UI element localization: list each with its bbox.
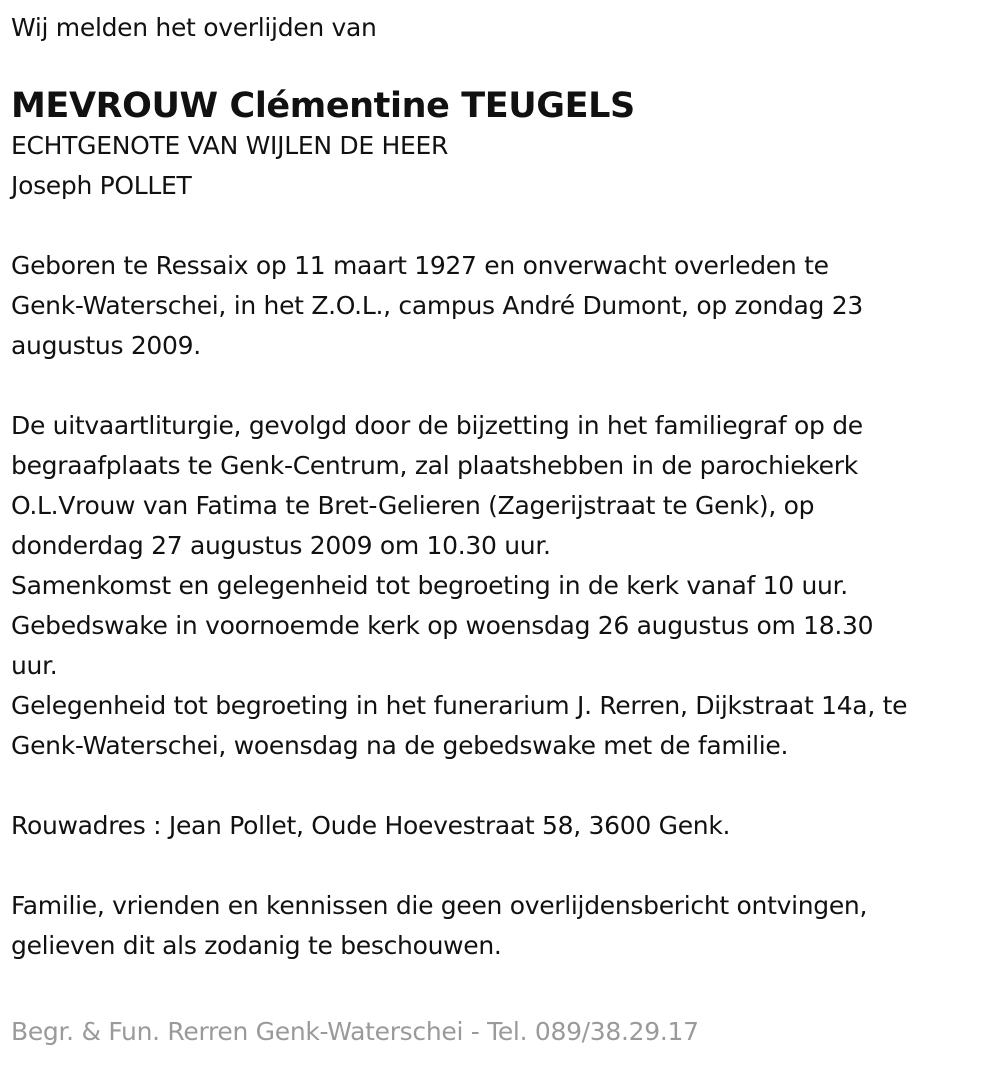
paragraph-line: donderdag 27 augustus 2009 om 10.30 uur. bbox=[11, 531, 551, 560]
spacer bbox=[11, 206, 996, 246]
closing-paragraph bbox=[11, 886, 996, 966]
funeral-home-credit: Begr. & Fun. Rerren Genk-Waterschei - Tel. 089/38.29.17 bbox=[11, 1017, 699, 1046]
spouse-name: Joseph POLLET bbox=[11, 171, 192, 200]
paragraph-line: O.L.Vrouw van Fatima te Bret-Gelieren (Zagerijstraat te Genk), op bbox=[11, 491, 815, 520]
paragraph-line: Genk-Waterschei, in het Z.O.L., campus André Dumont, op zondag 23 bbox=[11, 291, 863, 320]
spacer bbox=[11, 846, 996, 886]
visitation-line: Gelegenheid tot begroeting in het funerarium J. Rerren, Dijkstraat 14a, te bbox=[11, 691, 908, 720]
spacer bbox=[11, 366, 996, 406]
paragraph-line: De uitvaartliturgie, gevolgd door de bijzetting in het familiegraf op de bbox=[11, 411, 863, 440]
paragraph-line: Geboren te Ressaix op 11 maart 1927 en onverwacht overleden te bbox=[11, 251, 829, 280]
deceased-name: MEVROUW Clémentine TEUGELS bbox=[11, 86, 635, 126]
spacer bbox=[11, 766, 996, 806]
wake-line: Gebedswake in voornoemde kerk op woensdag 26 augustus om 18.30 bbox=[11, 611, 874, 640]
gathering-line: Samenkomst en gelegenheid tot begroeting in de kerk vanaf 10 uur. bbox=[11, 571, 848, 600]
paragraph-line: begraafplaats te Genk-Centrum, zal plaatshebben in de parochiekerk bbox=[11, 451, 858, 480]
relation-line: ECHTGENOTE VAN WIJLEN DE HEER bbox=[11, 131, 449, 160]
mourning-address: Rouwadres : Jean Pollet, Oude Hoevestraat 58, 3600 Genk. bbox=[11, 811, 731, 840]
funeral-paragraph bbox=[11, 406, 996, 766]
death-notice bbox=[11, 8, 996, 966]
paragraph-line: Familie, vrienden en kennissen die geen overlijdensbericht ontvingen, bbox=[11, 891, 868, 920]
birth-death-paragraph bbox=[11, 246, 996, 366]
paragraph-line: gelieven dit als zodanig te beschouwen. bbox=[11, 931, 502, 960]
visitation-line: Genk-Waterschei, woensdag na de gebedswake met de familie. bbox=[11, 731, 789, 760]
paragraph-line: augustus 2009. bbox=[11, 331, 201, 360]
wake-line: uur. bbox=[11, 651, 58, 680]
notice-intro: Wij melden het overlijden van bbox=[11, 13, 377, 42]
